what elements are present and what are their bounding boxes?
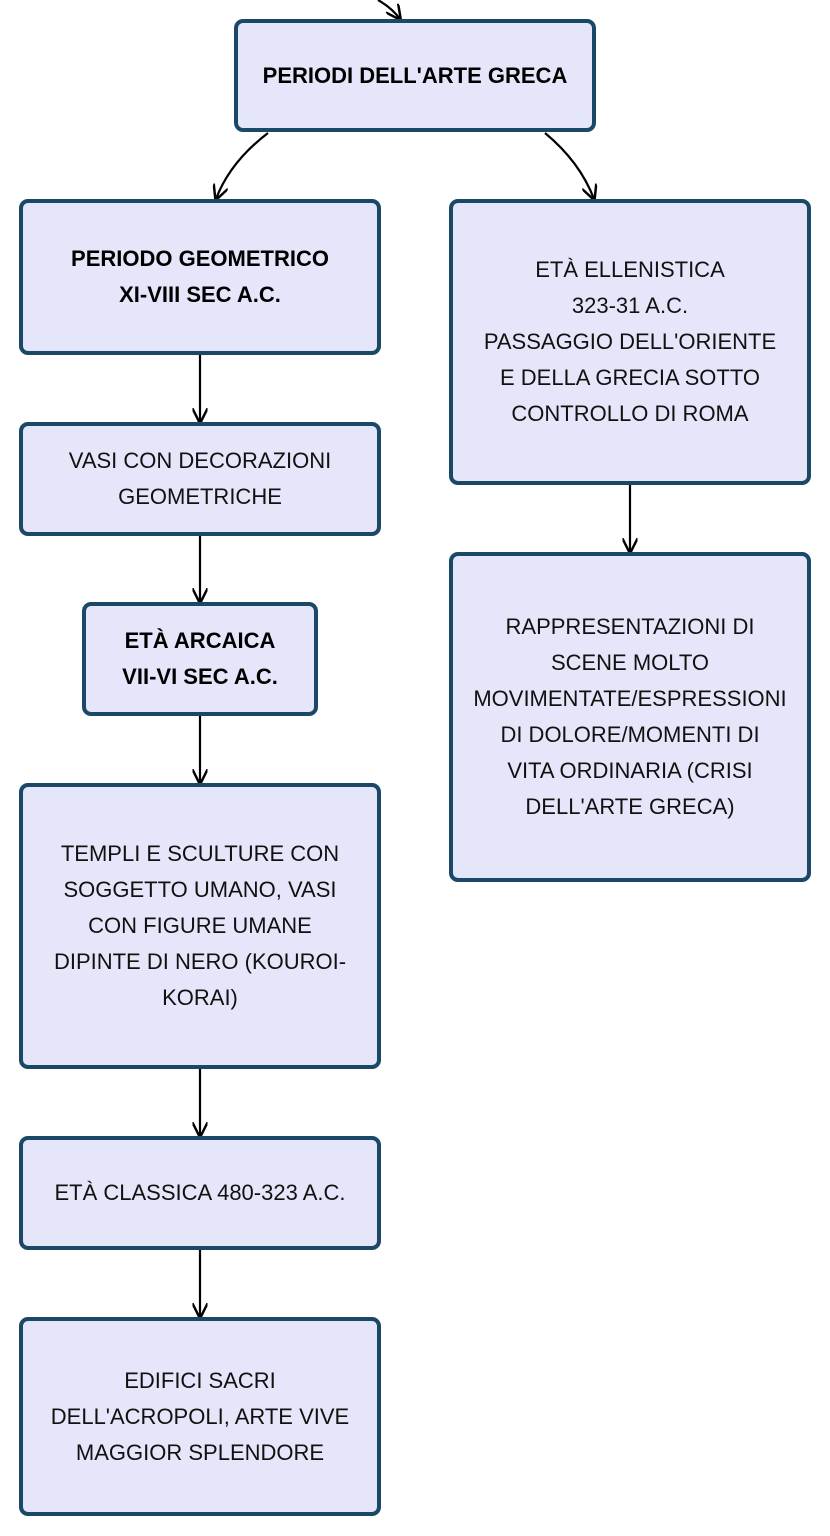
- node-eta-classica[interactable]: ETÀ CLASSICA 480-323 A.C.: [19, 1136, 381, 1250]
- node-templi-sculture[interactable]: TEMPLI E SCULTURE CON SOGGETTO UMANO, VASI CON FIGURE UMANE DIPINTE DI NERO (KOUROI- KORAI): [19, 783, 381, 1069]
- connector-root-to-ellenistica: [545, 133, 594, 199]
- node-rappresentazioni-scene[interactable]: RAPPRESENTAZIONI DI SCENE MOLTO MOVIMENTATE/ESPRESSIONI DI DOLORE/MOMENTI DI VITA ORDINARIA (CRISI DELL'ARTE GRECA): [449, 552, 811, 882]
- node-vasi-decorazioni-geometriche[interactable]: VASI CON DECORAZIONI GEOMETRICHE: [19, 422, 381, 536]
- connector-root-to-geometrico: [216, 133, 268, 199]
- node-eta-ellenistica[interactable]: ETÀ ELLENISTICA 323-31 A.C. PASSAGGIO DELL'ORIENTE E DELLA GRECIA SOTTO CONTROLLO DI ROMA: [449, 199, 811, 485]
- node-periodi-arte-greca[interactable]: PERIODI DELL'ARTE GRECA: [234, 19, 596, 132]
- node-edifici-sacri[interactable]: EDIFICI SACRI DELL'ACROPOLI, ARTE VIVE MAGGIOR SPLENDORE: [19, 1317, 381, 1516]
- connector-incoming-root: [378, 0, 400, 19]
- node-eta-arcaica[interactable]: ETÀ ARCAICA VII-VI SEC A.C.: [82, 602, 318, 716]
- node-periodo-geometrico[interactable]: PERIODO GEOMETRICO XI-VIII SEC A.C.: [19, 199, 381, 355]
